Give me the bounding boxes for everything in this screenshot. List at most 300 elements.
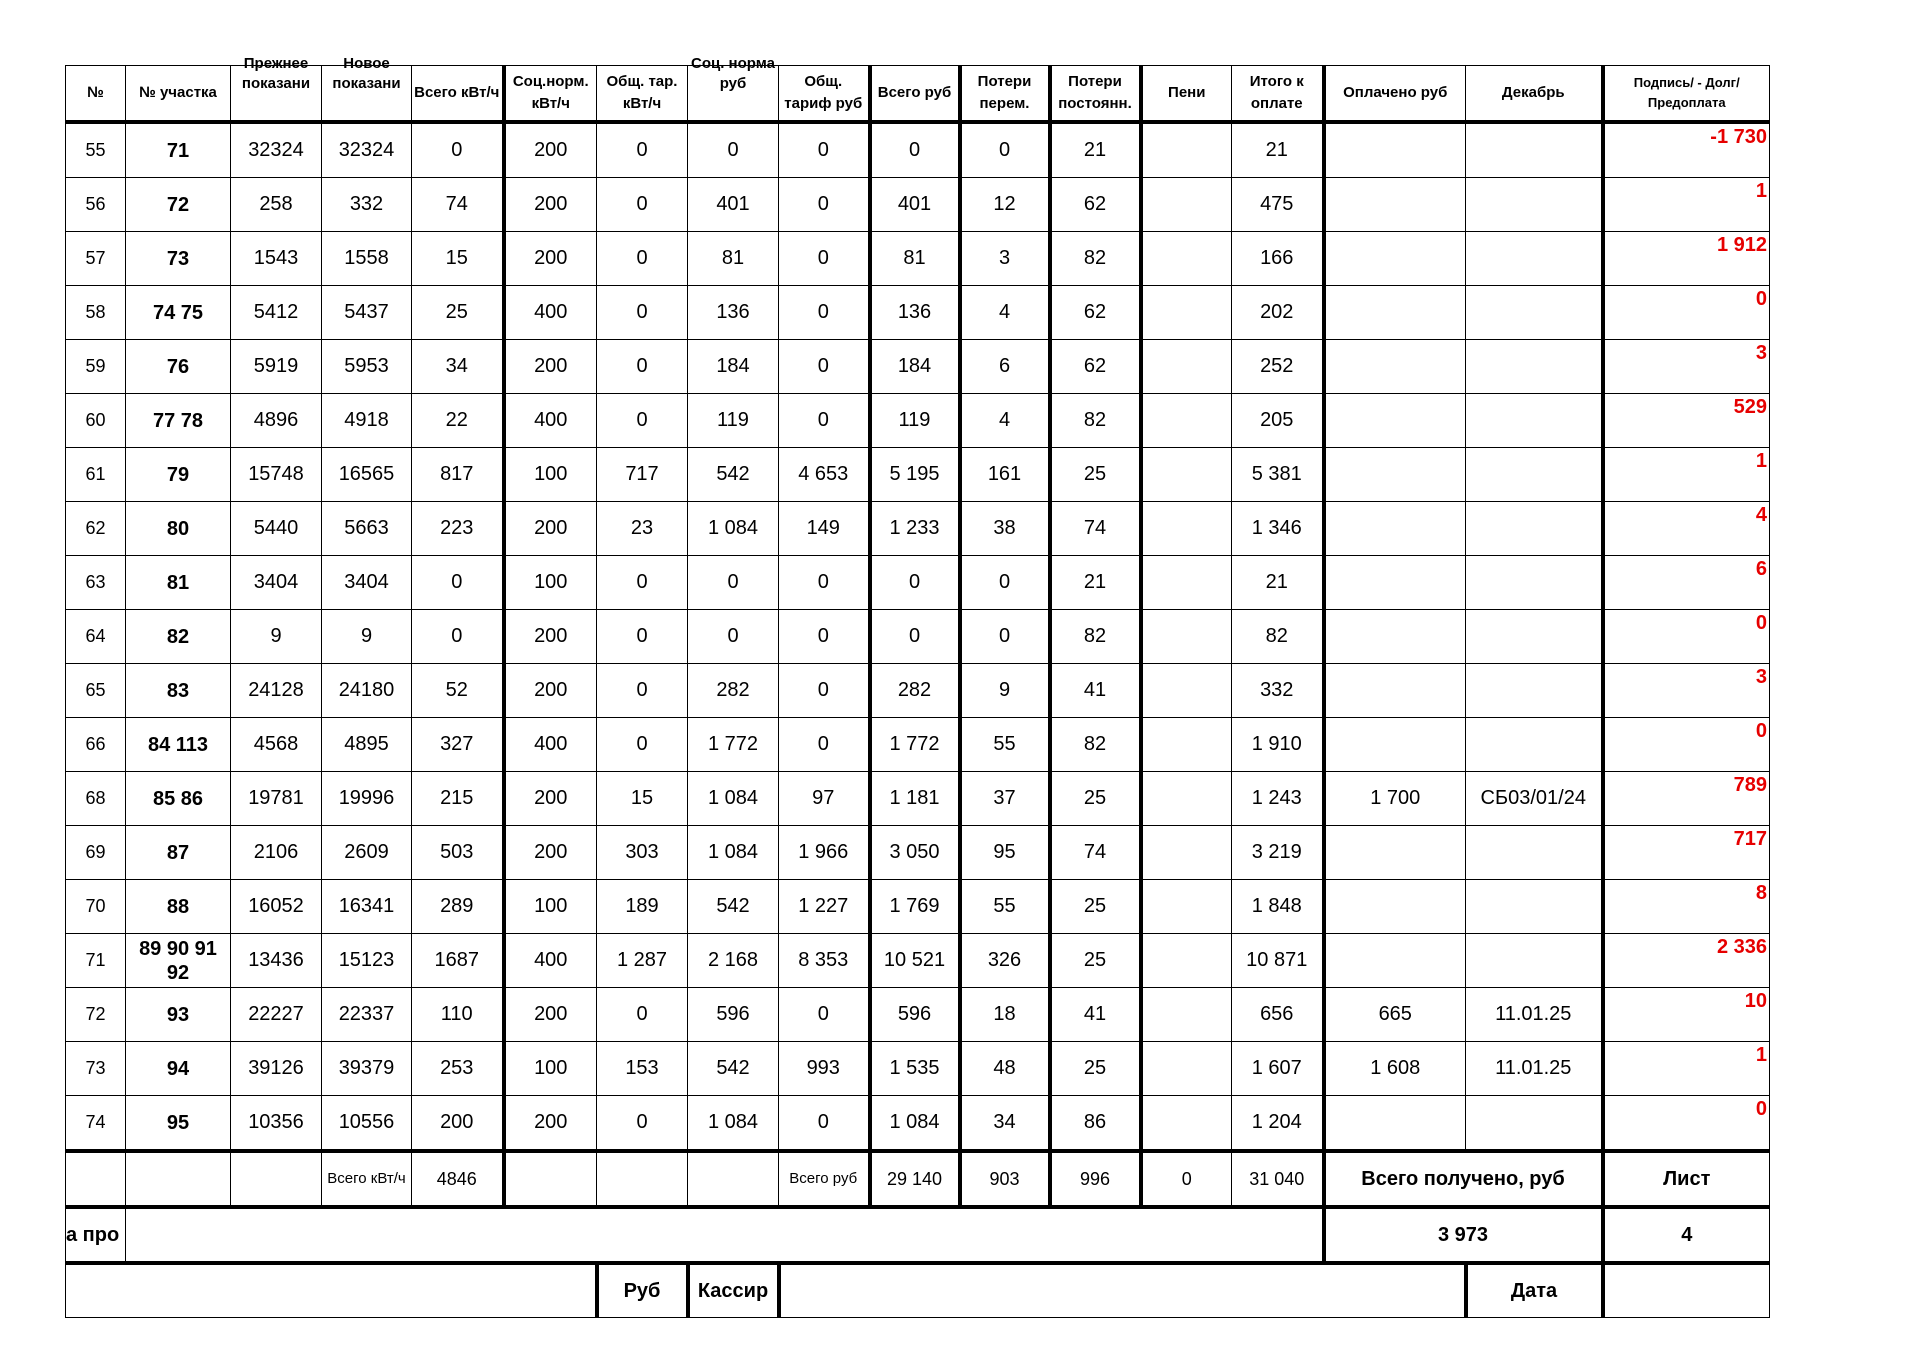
table-cell: [1141, 178, 1232, 232]
table-cell: 202: [1232, 286, 1324, 340]
table-row: [66, 394, 1770, 448]
table-cell: 1 966: [779, 826, 870, 880]
table-cell: [1466, 880, 1603, 934]
table-cell: 327: [412, 718, 504, 772]
table-cell: 665: [1324, 988, 1466, 1042]
table-cell: 15: [412, 232, 504, 286]
table-cell: 596: [688, 988, 779, 1042]
table-cell: 0: [597, 664, 688, 718]
table-cell: [1324, 502, 1466, 556]
table-cell: 95: [126, 1096, 231, 1152]
table-cell: 4896: [231, 394, 322, 448]
table-cell: 83: [126, 664, 231, 718]
table-row: [66, 934, 1770, 988]
table-cell: 0: [870, 122, 960, 178]
balance-cell: 0: [1603, 1096, 1770, 1152]
table-cell: 66: [66, 718, 126, 772]
table-cell: 200: [504, 232, 597, 286]
table-cell: 57: [66, 232, 126, 286]
table-cell: 542: [688, 448, 779, 502]
table-cell: 21: [1232, 122, 1324, 178]
table-cell: [1141, 502, 1232, 556]
table-cell: 0: [779, 340, 870, 394]
table-cell: 0: [597, 1096, 688, 1152]
table-cell: 41: [1050, 988, 1141, 1042]
table-cell: 0: [779, 664, 870, 718]
table-cell: [1466, 610, 1603, 664]
table-cell: 1 910: [1232, 718, 1324, 772]
header-text: Прежнее показани: [241, 55, 311, 92]
footer-date-blank: [1603, 1263, 1770, 1318]
table-cell: 3404: [231, 556, 322, 610]
table-cell: 60: [66, 394, 126, 448]
table-cell: 0: [779, 122, 870, 178]
table-cell: 15: [597, 772, 688, 826]
total-to-pay: 31 040: [1232, 1151, 1324, 1207]
table-cell: 0: [960, 610, 1050, 664]
table-cell: 39126: [231, 1042, 322, 1096]
table-cell: 1 084: [688, 1096, 779, 1152]
table-cell: [1324, 664, 1466, 718]
header-cell: Всего руб: [870, 66, 960, 123]
table-cell: 62: [66, 502, 126, 556]
table-cell: 11.01.25: [1466, 1042, 1603, 1096]
table-cell: 1 287: [597, 934, 688, 988]
table-row: [66, 502, 1770, 556]
table-cell: 401: [688, 178, 779, 232]
table-cell: 34: [960, 1096, 1050, 1152]
table-cell: 82: [1232, 610, 1324, 664]
table-cell: 1 243: [1232, 772, 1324, 826]
table-cell: 39379: [322, 1042, 412, 1096]
table-cell: 0: [779, 394, 870, 448]
header-cell: [322, 55, 412, 123]
table-cell: 16341: [322, 880, 412, 934]
header-cell: Всего кВт/ч: [412, 66, 504, 123]
table-cell: 252: [1232, 340, 1324, 394]
table-cell: [1141, 664, 1232, 718]
table-cell: 817: [412, 448, 504, 502]
blank-cell: [126, 1151, 231, 1207]
table-cell: [1466, 664, 1603, 718]
table-cell: 13436: [231, 934, 322, 988]
table-cell: 61: [66, 448, 126, 502]
summary-left-label: а про: [66, 1207, 126, 1263]
balance-cell: 3: [1603, 664, 1770, 718]
header-text: Соц. норма руб: [691, 55, 775, 92]
table-cell: 189: [597, 880, 688, 934]
table-cell: [1324, 340, 1466, 394]
table-cell: [1141, 340, 1232, 394]
table-cell: 3404: [322, 556, 412, 610]
balance-cell: 0: [1603, 286, 1770, 340]
table-cell: 1 233: [870, 502, 960, 556]
table-cell: 23: [597, 502, 688, 556]
table-cell: 0: [412, 556, 504, 610]
table-cell: 0: [870, 556, 960, 610]
table-cell: 542: [688, 880, 779, 934]
table-cell: 55: [960, 718, 1050, 772]
table-cell: 1 181: [870, 772, 960, 826]
balance-cell: 2 336: [1603, 934, 1770, 988]
table-cell: 1 700: [1324, 772, 1466, 826]
table-cell: 5953: [322, 340, 412, 394]
table-cell: 85 86: [126, 772, 231, 826]
table-cell: 25: [1050, 772, 1141, 826]
table-cell: [1141, 1042, 1232, 1096]
table-cell: 89 90 91 92: [126, 934, 231, 988]
table-cell: 3 219: [1232, 826, 1324, 880]
table-cell: 4 653: [779, 448, 870, 502]
footer-signature-blank: [779, 1263, 1466, 1318]
balance-cell: 1: [1603, 448, 1770, 502]
table-cell: 3: [960, 232, 1050, 286]
table-row: [66, 664, 1770, 718]
table-cell: 205: [1232, 394, 1324, 448]
header-cell: Подпись/ - Долг/Предоплата: [1603, 66, 1770, 123]
table-row: [66, 772, 1770, 826]
table-cell: 0: [688, 610, 779, 664]
table-cell: 0: [597, 122, 688, 178]
table-cell: 0: [597, 610, 688, 664]
table-cell: 55: [66, 122, 126, 178]
summary-row: [66, 1207, 1770, 1263]
table-cell: [1141, 232, 1232, 286]
header-cell: Потери перем.: [960, 66, 1050, 123]
table-cell: 72: [66, 988, 126, 1042]
table-cell: 0: [688, 556, 779, 610]
table-cell: 200: [504, 610, 597, 664]
table-cell: 73: [126, 232, 231, 286]
table-cell: 24128: [231, 664, 322, 718]
table-cell: 76: [126, 340, 231, 394]
balance-cell: 3: [1603, 340, 1770, 394]
table-cell: 68: [66, 772, 126, 826]
table-cell: 21: [1232, 556, 1324, 610]
table-cell: 326: [960, 934, 1050, 988]
table-cell: 5437: [322, 286, 412, 340]
table-cell: 82: [1050, 718, 1141, 772]
table-cell: [1141, 880, 1232, 934]
table-cell: 15748: [231, 448, 322, 502]
footer-cashier: Кассир: [688, 1263, 779, 1318]
table-cell: 200: [504, 664, 597, 718]
table-cell: 100: [504, 448, 597, 502]
table-cell: 32324: [322, 122, 412, 178]
table-cell: 136: [870, 286, 960, 340]
table-row: [66, 232, 1770, 286]
balance-cell: 4: [1603, 502, 1770, 556]
table-cell: [1324, 286, 1466, 340]
table-cell: 0: [597, 556, 688, 610]
table-cell: 2609: [322, 826, 412, 880]
table-cell: 1687: [412, 934, 504, 988]
table-cell: [1324, 610, 1466, 664]
table-cell: [1141, 1096, 1232, 1152]
table-cell: 94: [126, 1042, 231, 1096]
table-cell: [1141, 556, 1232, 610]
balance-cell: 0: [1603, 610, 1770, 664]
table-cell: 12: [960, 178, 1050, 232]
table-cell: 200: [504, 178, 597, 232]
table-cell: 119: [870, 394, 960, 448]
table-cell: 0: [597, 178, 688, 232]
table-cell: 153: [597, 1042, 688, 1096]
total-loss-const: 996: [1050, 1151, 1141, 1207]
table-cell: 0: [779, 718, 870, 772]
table-cell: 1 769: [870, 880, 960, 934]
table-cell: 200: [504, 502, 597, 556]
table-cell: [1324, 880, 1466, 934]
table-cell: [1466, 934, 1603, 988]
table-cell: 200: [412, 1096, 504, 1152]
table-cell: 95: [960, 826, 1050, 880]
table-cell: [1466, 448, 1603, 502]
table-cell: 9: [231, 610, 322, 664]
table-cell: 223: [412, 502, 504, 556]
table-cell: 332: [1232, 664, 1324, 718]
footer-rub: Руб: [597, 1263, 688, 1318]
table-row: [66, 610, 1770, 664]
table-cell: 0: [779, 286, 870, 340]
table-cell: 86: [1050, 1096, 1141, 1152]
table-cell: 100: [504, 880, 597, 934]
table-cell: 1 227: [779, 880, 870, 934]
table-cell: 200: [504, 988, 597, 1042]
header-cell: № участка: [126, 66, 231, 123]
header-cell: Общ. тариф руб: [779, 66, 870, 123]
table-cell: 1 084: [870, 1096, 960, 1152]
balance-cell: 10: [1603, 988, 1770, 1042]
table-cell: 82: [1050, 232, 1141, 286]
table-cell: [1466, 502, 1603, 556]
table-cell: 303: [597, 826, 688, 880]
table-cell: 25: [1050, 934, 1141, 988]
table-cell: 15123: [322, 934, 412, 988]
table-cell: 166: [1232, 232, 1324, 286]
header-cell: Соц.норм. кВт/ч: [504, 66, 597, 123]
table-cell: 25: [1050, 1042, 1141, 1096]
table-cell: 18: [960, 988, 1050, 1042]
table-row: [66, 826, 1770, 880]
summary-blank: [126, 1207, 1324, 1263]
table-cell: 1543: [231, 232, 322, 286]
table-cell: [1466, 718, 1603, 772]
table-cell: 5919: [231, 340, 322, 394]
table-cell: 73: [66, 1042, 126, 1096]
total-rub: 29 140: [870, 1151, 960, 1207]
table-cell: 62: [1050, 340, 1141, 394]
sheet-number: 4: [1603, 1207, 1770, 1263]
table-cell: 25: [1050, 448, 1141, 502]
table-cell: 200: [504, 122, 597, 178]
header-cell: №: [66, 66, 126, 123]
table-cell: 93: [126, 988, 231, 1042]
table-cell: 22227: [231, 988, 322, 1042]
table-cell: [1324, 448, 1466, 502]
balance-cell: 8: [1603, 880, 1770, 934]
table-cell: [1141, 934, 1232, 988]
balance-cell: 717: [1603, 826, 1770, 880]
table-cell: [1141, 286, 1232, 340]
table-cell: 2106: [231, 826, 322, 880]
table-cell: 19996: [322, 772, 412, 826]
table-cell: 717: [597, 448, 688, 502]
table-cell: 289: [412, 880, 504, 934]
footer-date: Дата: [1466, 1263, 1603, 1318]
table-cell: [1141, 394, 1232, 448]
balance-cell: -1 730: [1603, 122, 1770, 178]
blank-cell: [688, 1151, 779, 1207]
table-row: [66, 718, 1770, 772]
table-cell: [1141, 718, 1232, 772]
table-cell: [1466, 1096, 1603, 1152]
header-text: Новое показани: [332, 55, 401, 92]
received-label: Всего получено, руб: [1324, 1151, 1603, 1207]
table-cell: 74: [1050, 826, 1141, 880]
table-cell: 19781: [231, 772, 322, 826]
table-cell: 0: [412, 122, 504, 178]
table-cell: 87: [126, 826, 231, 880]
table-cell: 200: [504, 826, 597, 880]
table-cell: 215: [412, 772, 504, 826]
table-cell: 400: [504, 718, 597, 772]
table-cell: 0: [597, 718, 688, 772]
table-cell: 149: [779, 502, 870, 556]
table-cell: [1466, 122, 1603, 178]
table-cell: 596: [870, 988, 960, 1042]
table-cell: 24180: [322, 664, 412, 718]
table-cell: 82: [1050, 610, 1141, 664]
table-cell: [1141, 988, 1232, 1042]
table-cell: 1 346: [1232, 502, 1324, 556]
header-cell: [688, 55, 779, 123]
table-cell: 65: [66, 664, 126, 718]
table-cell: 161: [960, 448, 1050, 502]
table-cell: 62: [1050, 286, 1141, 340]
table-cell: 119: [688, 394, 779, 448]
table-cell: 5412: [231, 286, 322, 340]
table-cell: 401: [870, 178, 960, 232]
table-cell: [1466, 826, 1603, 880]
table-cell: 0: [412, 610, 504, 664]
table-cell: 0: [960, 122, 1050, 178]
table-row: [66, 178, 1770, 232]
table-cell: 97: [779, 772, 870, 826]
table-cell: 81: [126, 556, 231, 610]
balance-cell: 6: [1603, 556, 1770, 610]
table-cell: 10356: [231, 1096, 322, 1152]
table-cell: [1141, 448, 1232, 502]
table-row: [66, 556, 1770, 610]
header-row: [66, 66, 1770, 123]
table-cell: 79: [126, 448, 231, 502]
table-cell: 0: [597, 286, 688, 340]
table-cell: 48: [960, 1042, 1050, 1096]
total-kwh: 4846: [412, 1151, 504, 1207]
table-cell: 88: [126, 880, 231, 934]
table-cell: 64: [66, 610, 126, 664]
table-cell: 184: [688, 340, 779, 394]
table-cell: 1 608: [1324, 1042, 1466, 1096]
totals-row: [66, 1151, 1770, 1207]
header-cell: Декабрь: [1466, 66, 1603, 123]
table-cell: 21: [1050, 556, 1141, 610]
table-cell: 59: [66, 340, 126, 394]
header-cell: Потери постоянн.: [1050, 66, 1141, 123]
table-cell: 74: [1050, 502, 1141, 556]
table-cell: 332: [322, 178, 412, 232]
table-cell: 72: [126, 178, 231, 232]
table-cell: 1 535: [870, 1042, 960, 1096]
table-cell: [1324, 718, 1466, 772]
table-cell: 55: [960, 880, 1050, 934]
table-cell: [1141, 772, 1232, 826]
table-cell: [1324, 826, 1466, 880]
table-cell: 993: [779, 1042, 870, 1096]
table-cell: 82: [1050, 394, 1141, 448]
table-cell: 3 050: [870, 826, 960, 880]
table-cell: [1466, 556, 1603, 610]
table-row: [66, 880, 1770, 934]
table-cell: 81: [688, 232, 779, 286]
table-cell: 9: [322, 610, 412, 664]
table-row: [66, 1096, 1770, 1152]
table-cell: 1558: [322, 232, 412, 286]
table-cell: 52: [412, 664, 504, 718]
table-cell: 4918: [322, 394, 412, 448]
total-loss-var: 903: [960, 1151, 1050, 1207]
table-cell: 71: [126, 122, 231, 178]
table-cell: 5440: [231, 502, 322, 556]
table-cell: 1 772: [870, 718, 960, 772]
table-cell: 10556: [322, 1096, 412, 1152]
table-cell: 400: [504, 286, 597, 340]
table-cell: 74: [412, 178, 504, 232]
blank-cell: [597, 1151, 688, 1207]
table-row: [66, 286, 1770, 340]
header-cell: Общ. тар. кВт/ч: [597, 66, 688, 123]
table-cell: [1324, 934, 1466, 988]
table-cell: [1324, 122, 1466, 178]
footer-blank: [66, 1263, 597, 1318]
table-cell: [1466, 232, 1603, 286]
total-penalty: 0: [1141, 1151, 1232, 1207]
table-cell: 400: [504, 394, 597, 448]
table-cell: 100: [504, 556, 597, 610]
table-cell: [1141, 122, 1232, 178]
table-cell: 1 848: [1232, 880, 1324, 934]
table-row: [66, 340, 1770, 394]
header-cell: [231, 55, 322, 123]
table-cell: 69: [66, 826, 126, 880]
table-cell: 56: [66, 178, 126, 232]
table-cell: 184: [870, 340, 960, 394]
table-cell: 0: [597, 988, 688, 1042]
table-cell: [1466, 340, 1603, 394]
table-cell: 41: [1050, 664, 1141, 718]
table-cell: 6: [960, 340, 1050, 394]
table-cell: 70: [66, 880, 126, 934]
table-cell: 63: [66, 556, 126, 610]
table-row: [66, 1042, 1770, 1096]
table-cell: 0: [870, 610, 960, 664]
table-cell: 25: [412, 286, 504, 340]
table-cell: 2 168: [688, 934, 779, 988]
table-cell: 0: [688, 122, 779, 178]
table-cell: 8 353: [779, 934, 870, 988]
table-cell: [1466, 394, 1603, 448]
